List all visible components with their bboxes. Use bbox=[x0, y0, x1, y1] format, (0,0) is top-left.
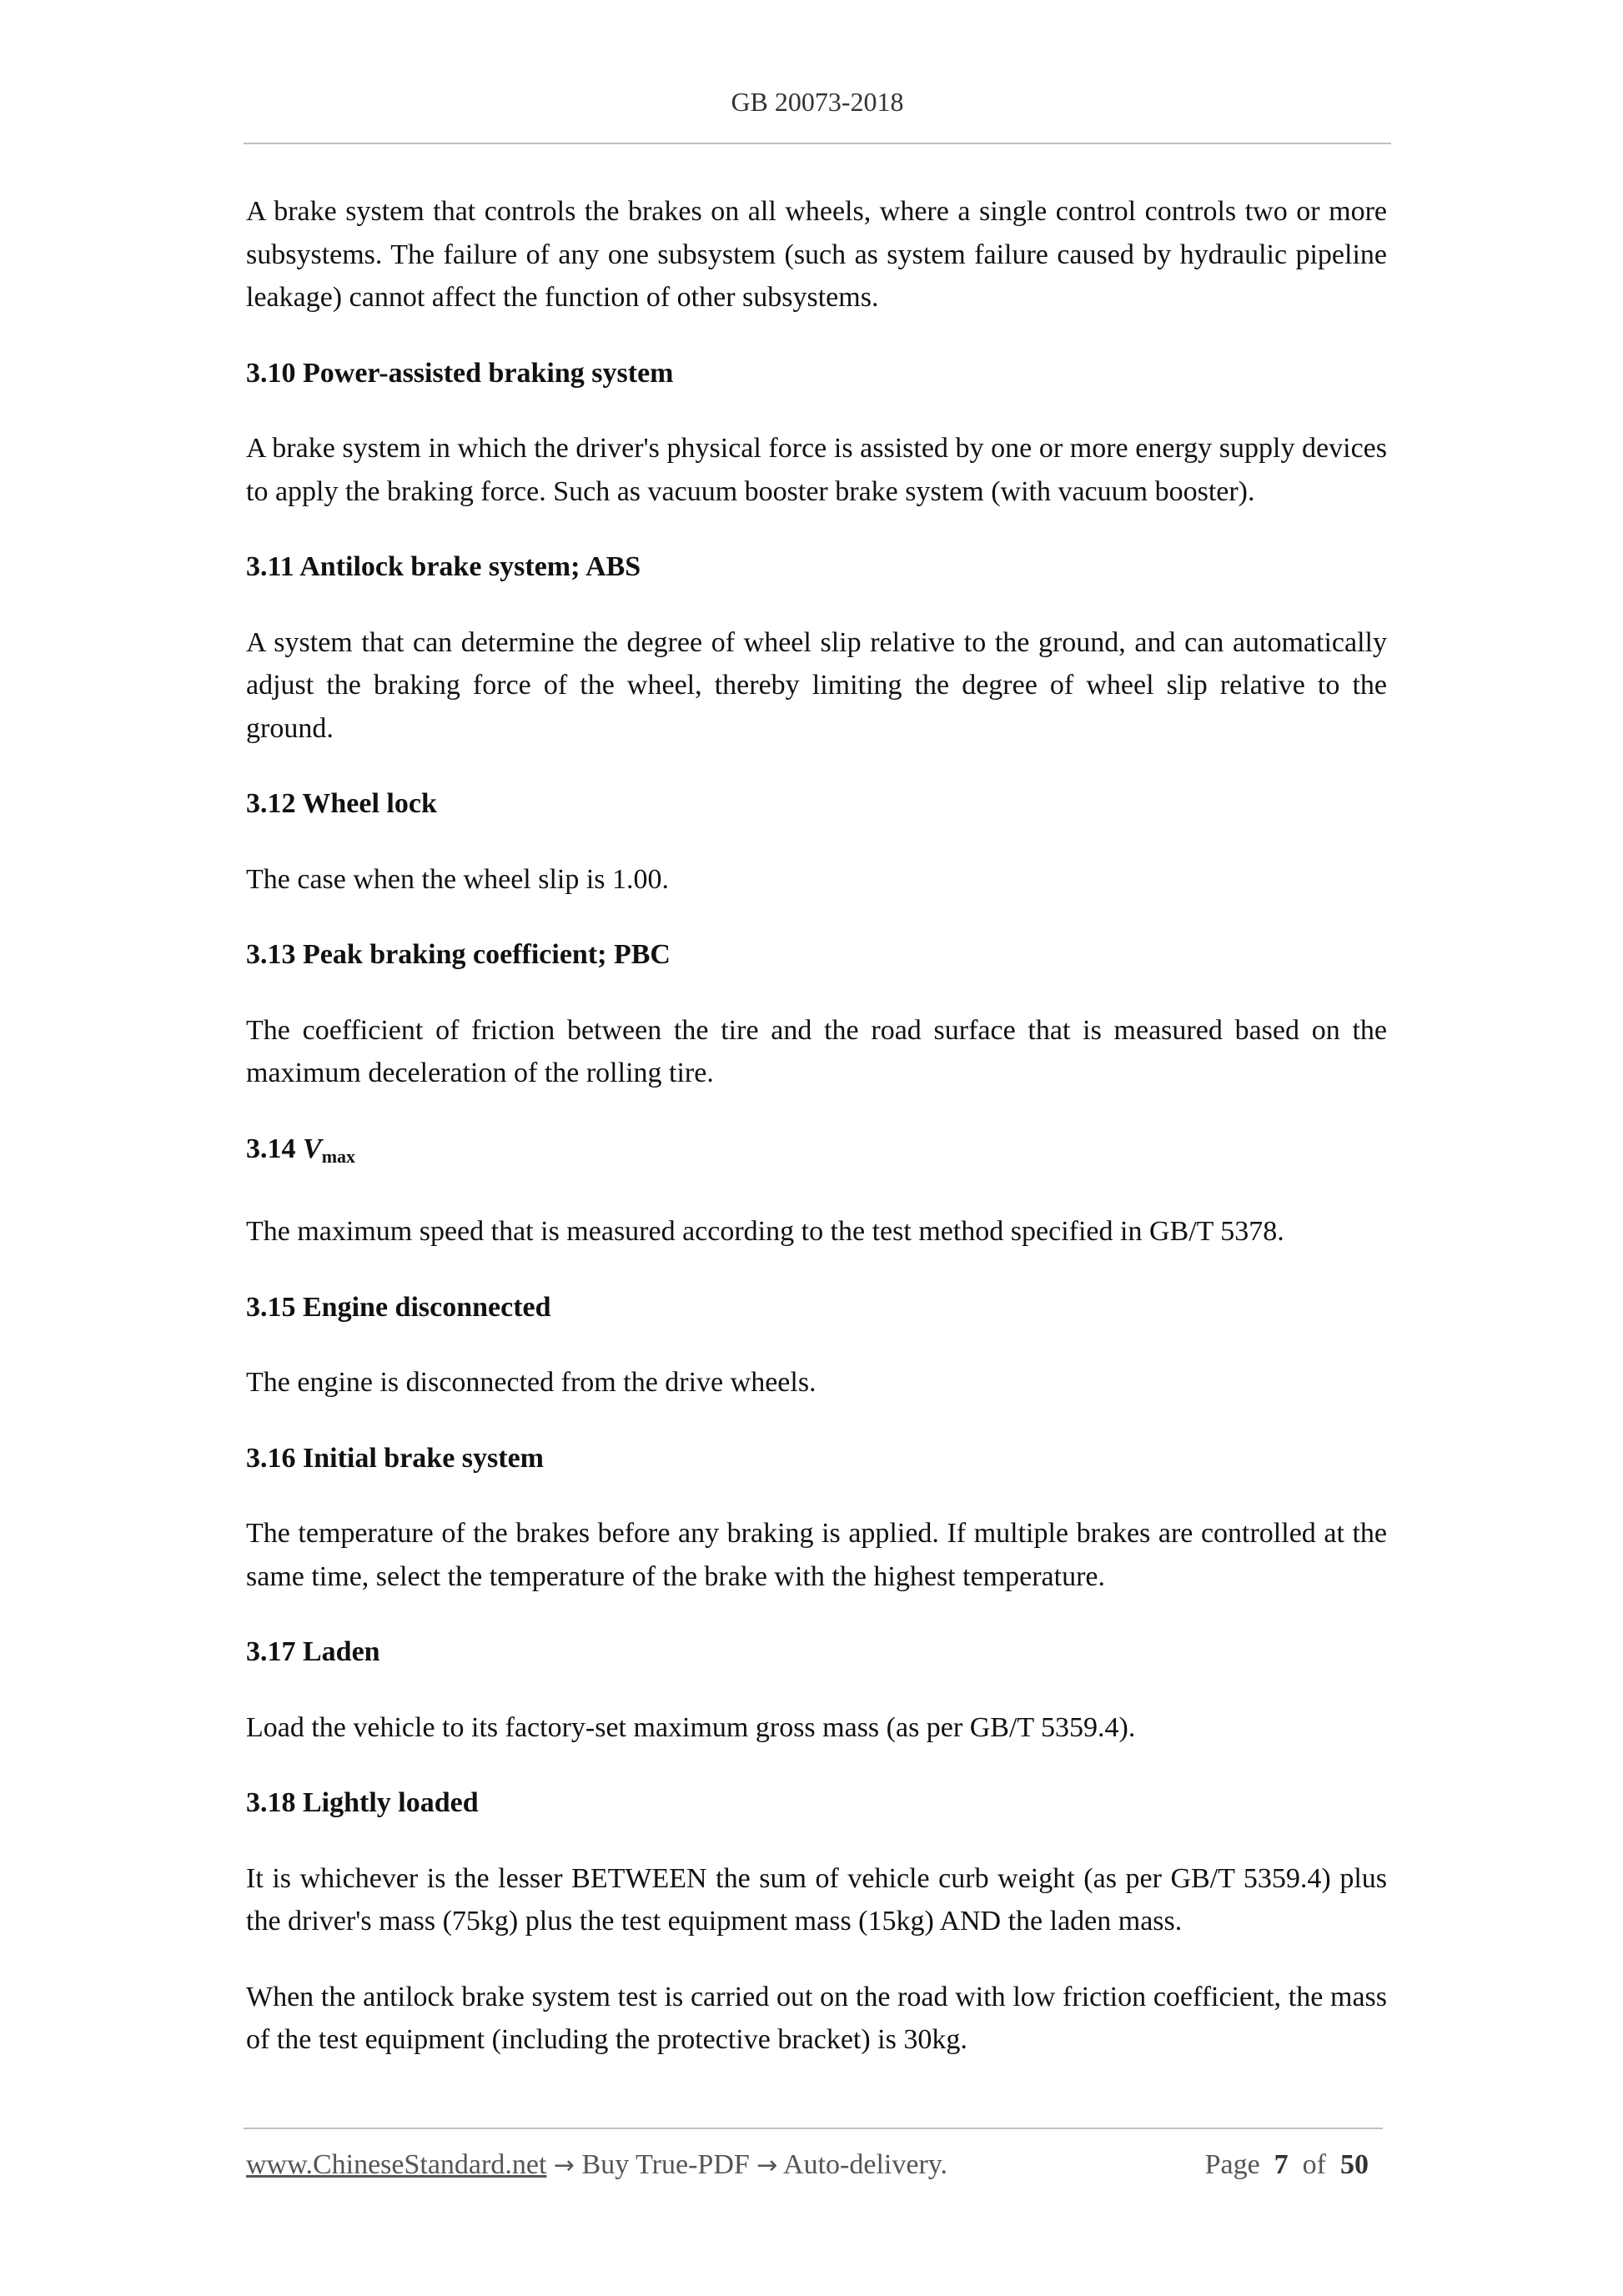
section-3-14-text: The maximum speed that is measured according to the test method specified in GB/T 5378. bbox=[246, 1216, 1284, 1247]
section-3-15-text: The engine is disconnected from the drive wheels. bbox=[246, 1367, 817, 1398]
section-3-18-heading: 3.18 Lightly loaded bbox=[246, 1787, 479, 1818]
total-pages-number: 50 bbox=[1340, 2149, 1369, 2180]
section-3-11-heading: 3.11 Antilock brake system; ABS bbox=[246, 551, 641, 582]
section-3-15-heading: 3.15 Engine disconnected bbox=[246, 1291, 551, 1323]
section-3-13-heading: 3.13 Peak braking coefficient; PBC bbox=[246, 939, 671, 970]
section-3-13-text: The coefficient of friction between the tire and the road surface that is measured based on the maximum deceleration of the rolling tire. bbox=[246, 1014, 1387, 1088]
section-3-10-heading: 3.10 Power-assisted braking system bbox=[246, 357, 674, 389]
page-indicator bbox=[1205, 2149, 1369, 2181]
document-code: GB 20073-2018 bbox=[731, 87, 904, 117]
section-3-10-text: A brake system in which the driver's physical force is assisted by one or more energy supply devices to apply the braking force. Such as vacuum booster brake system (with vacuum booster). bbox=[246, 433, 1387, 507]
section-3-16-heading: 3.16 Initial brake system bbox=[246, 1442, 544, 1474]
section-3-12-heading: 3.12 Wheel lock bbox=[246, 788, 437, 819]
section-3-17-text: Load the vehicle to its factory-set maximum gross mass (as per GB/T 5359.4). bbox=[246, 1711, 1136, 1743]
header-divider bbox=[244, 143, 1391, 144]
of-word: of bbox=[1302, 2149, 1326, 2180]
current-page-number: 7 bbox=[1274, 2149, 1289, 2180]
section-3-16-text: The temperature of the brakes before any braking is applied. If multiple brakes are controlled at the same time, select the temperature of the brake with the highest temperature. bbox=[246, 1518, 1387, 1592]
footer-divider bbox=[244, 2128, 1383, 2129]
auto-delivery-text: Auto-delivery. bbox=[783, 2149, 948, 2180]
section-3-14-heading bbox=[246, 1128, 1387, 1178]
website-link[interactable]: www.ChineseStandard.net bbox=[246, 2149, 547, 2180]
section-3-14-symbol: V bbox=[303, 1133, 322, 1164]
section-3-18-text-2: When the antilock brake system test is carried out on the road with low friction coefficient, the mass of the test equipment (including the protective bracket) is 30kg. bbox=[246, 1981, 1387, 2055]
section-3-11-text: A system that can determine the degree of wheel slip relative to the ground, and can automatically adjust the braking force of the wheel, thereby limiting the degree of wheel slip relative to the ground. bbox=[246, 626, 1387, 744]
section-3-18-text-1: It is whichever is the lesser BETWEEN the sum of vehicle curb weight (as per GB/T 5359.4) plus the driver's mass (75kg) plus the test equipment mass (15kg) AND the laden mass. bbox=[246, 1862, 1387, 1937]
document-body bbox=[246, 190, 1387, 2062]
footer-promo bbox=[246, 2149, 947, 2181]
arrow-right-icon: → bbox=[756, 2151, 778, 2180]
page-word: Page bbox=[1204, 2149, 1260, 2180]
section-3-14-subscript: max bbox=[321, 1145, 356, 1167]
buy-pdf-text: Buy True-PDF bbox=[581, 2149, 750, 2180]
section-3-12-text: The case when the wheel slip is 1.00. bbox=[246, 863, 670, 895]
section-3-17-heading: 3.17 Laden bbox=[246, 1636, 380, 1667]
arrow-right-icon: → bbox=[553, 2151, 575, 2180]
section-3-14-number: 3.14 bbox=[246, 1133, 296, 1164]
intro-paragraph: A brake system that controls the brakes on all wheels, where a single control controls two or more subsystems. The failure of any one subsystem (such as system failure caused by hydraulic pipeline leakage) cannot affect the function of other subsystems. bbox=[246, 196, 1387, 313]
